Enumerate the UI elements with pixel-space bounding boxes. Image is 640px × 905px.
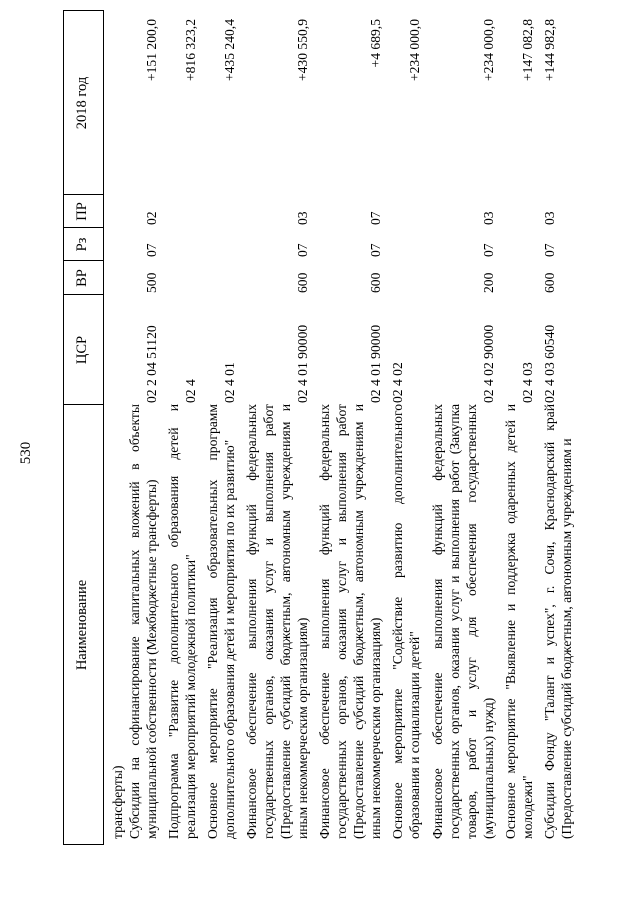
row-name: Основное мероприятие "Содействие развитию дополнительного образования и социализации детей" [390, 404, 422, 839]
row-rz: 07 [295, 243, 310, 257]
row-amount: +234 000,0 [481, 19, 496, 82]
row-pr: 03 [481, 211, 496, 225]
row-pr: 02 [144, 211, 159, 225]
row-csr: 02 4 01 90000 [368, 324, 383, 403]
row-vr: 200 [481, 272, 496, 293]
row-amount: +147 082,8 [520, 19, 535, 82]
row-name: Подпрограмма "Развитие дополнительного образования детей и реализация мероприятий молодежной политики" [166, 404, 198, 839]
budget-table [63, 10, 583, 845]
row-csr: 02 4 03 60540 [542, 324, 557, 403]
row-amount: +435 240,4 [222, 19, 237, 82]
table-top-border [63, 10, 64, 845]
row-amount: +816 323,2 [183, 19, 198, 82]
row-amount: +151 200,0 [144, 19, 159, 82]
header-rz: Рз [74, 237, 90, 252]
row-csr: 02 2 04 51120 [144, 325, 159, 403]
row-pr: 03 [295, 211, 310, 225]
row-amount: +4 689,5 [368, 19, 383, 68]
header-vr: ВР [74, 269, 90, 287]
header-year: 2018 год [74, 76, 90, 130]
row-rz: 07 [144, 243, 159, 257]
row-vr: 600 [295, 272, 310, 293]
row-name: Финансовое обеспечение выполнения функций федеральных государственных органов, оказания услуг и выполнения работ (Предоставление субсидий бюджетным, автономным учреждениям и иным некоммерческим организациям) [317, 404, 383, 839]
header-csr: ЦСР [74, 335, 90, 365]
row-name: Основное мероприятие "Выявление и поддержка одаренных детей и молодежи" [503, 404, 535, 839]
row-rz: 07 [481, 243, 496, 257]
row-amount: +144 982,8 [542, 19, 557, 82]
row-csr: 02 4 [183, 379, 198, 403]
row-pr: 03 [542, 211, 557, 225]
row-amount: +234 000,0 [407, 19, 422, 82]
row-csr: 02 4 01 [222, 362, 237, 403]
page-number: 530 [18, 441, 34, 465]
header-bottom-border [103, 10, 104, 845]
row-name: Основное мероприятие "Реализация образовательных программ дополнительного образования детей и мероприятия по их развитию" [205, 404, 237, 839]
row-rz: 07 [368, 243, 383, 257]
row-name: Финансовое обеспечение выполнения функций федеральных государственных органов, оказания услуг и выполнения работ (Закупка товаров, работ и услуг для обеспечения государственных (муниципальных) нужд) [430, 404, 496, 839]
row-csr: 02 4 03 [520, 362, 535, 403]
row-pr: 07 [368, 211, 383, 225]
row-vr: 600 [542, 272, 557, 293]
row-csr: 02 4 02 90000 [481, 324, 496, 403]
row-csr: 02 4 01 90000 [295, 324, 310, 403]
row-rz: 07 [542, 243, 557, 257]
row-name: трансферты) [110, 765, 125, 839]
row-name: Субсидии на софинансирование капитальных вложений в объекты муниципальной собственности (Межбюджетные трансферты) [127, 404, 159, 839]
row-csr: 02 4 02 [390, 362, 405, 403]
header-pr: ПР [74, 202, 90, 221]
row-name: Финансовое обеспечение выполнения функций федеральных государственных органов, оказания услуг и выполнения работ (Предоставление субсидий бюджетным, автономным учреждениям и иным некоммерческим организациям) [244, 404, 310, 839]
row-amount: +430 550,9 [295, 19, 310, 82]
header-name: Наименование [74, 579, 90, 671]
row-vr: 500 [144, 272, 159, 293]
row-vr: 600 [368, 272, 383, 293]
row-name: Субсидии Фонду "Талант и успех", г. Сочи, Краснодарский край (Предоставление субсидий бюджетным, автономным учреждениям и [542, 404, 574, 839]
